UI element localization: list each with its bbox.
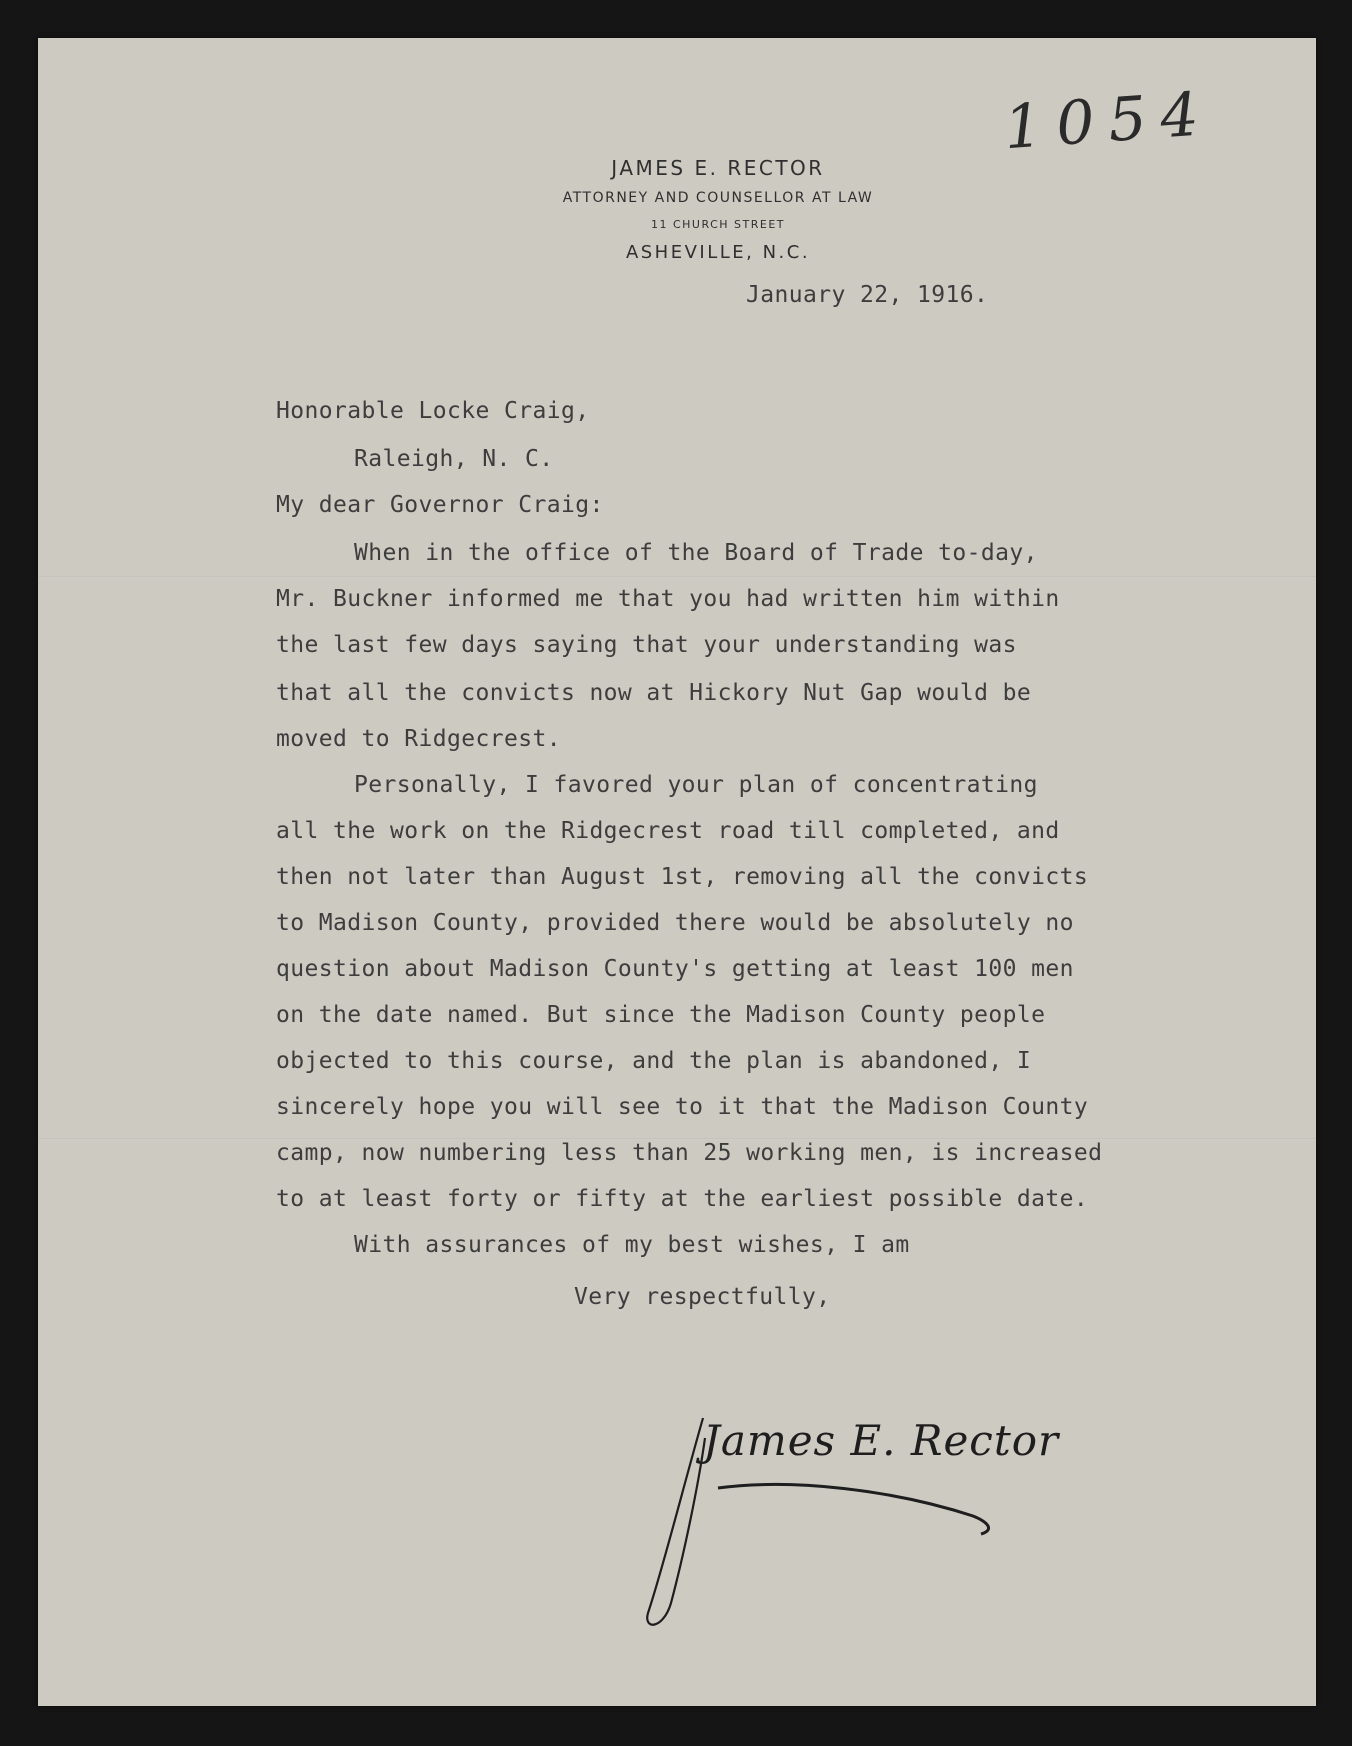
body-line: to Madison County, provided there would be absolutely no [276, 910, 1074, 936]
body-line: When in the office of the Board of Trade to-day, [354, 540, 1038, 566]
body-line: that all the convicts now at Hickory Nut Gap would be [276, 680, 1032, 706]
signature [643, 1398, 1083, 1638]
recipient-name: Honorable Locke Craig, [276, 398, 590, 424]
letterhead-street: 11 CHURCH STREET [650, 218, 785, 231]
body-line: the last few days saying that your understanding was [276, 632, 1017, 658]
letter-page [38, 38, 1316, 1706]
body-line: to at least forty or fifty at the earliest possible date. [276, 1186, 1089, 1212]
closing: Very respectfully, [574, 1284, 831, 1310]
letterhead-name: JAMES E. RECTOR [611, 156, 825, 180]
body-line: camp, now numbering less than 25 working men, is increased [276, 1140, 1103, 1166]
recipient-location: Raleigh, N. C. [354, 446, 554, 472]
body-line: With assurances of my best wishes, I am [354, 1232, 910, 1258]
body-line: on the date named. But since the Madison County people [276, 1002, 1046, 1028]
body-line: Personally, I favored your plan of concentrating [354, 772, 1038, 798]
fold-line [38, 576, 1316, 578]
body-line: then not later than August 1st, removing all the convicts [276, 864, 1089, 890]
signature-text: James E. Rector [703, 1416, 1060, 1465]
letterhead-title: ATTORNEY AND COUNSELLOR AT LAW [562, 190, 874, 206]
letter-date: January 22, 1916. [746, 282, 989, 308]
body-line: Mr. Buckner informed me that you had written him within [276, 586, 1060, 612]
body-line: question about Madison County's getting at least 100 men [276, 956, 1074, 982]
body-line: moved to Ridgecrest. [276, 726, 561, 752]
salutation: My dear Governor Craig: [276, 492, 604, 518]
body-line: sincerely hope you will see to it that the Madison County [276, 1094, 1089, 1120]
body-line: objected to this course, and the plan is abandoned, I [276, 1048, 1032, 1074]
letterhead-city: ASHEVILLE, N.C. [625, 242, 811, 263]
body-line: all the work on the Ridgecrest road till completed, and [276, 818, 1060, 844]
handwritten-number: 1054 [1001, 78, 1215, 164]
